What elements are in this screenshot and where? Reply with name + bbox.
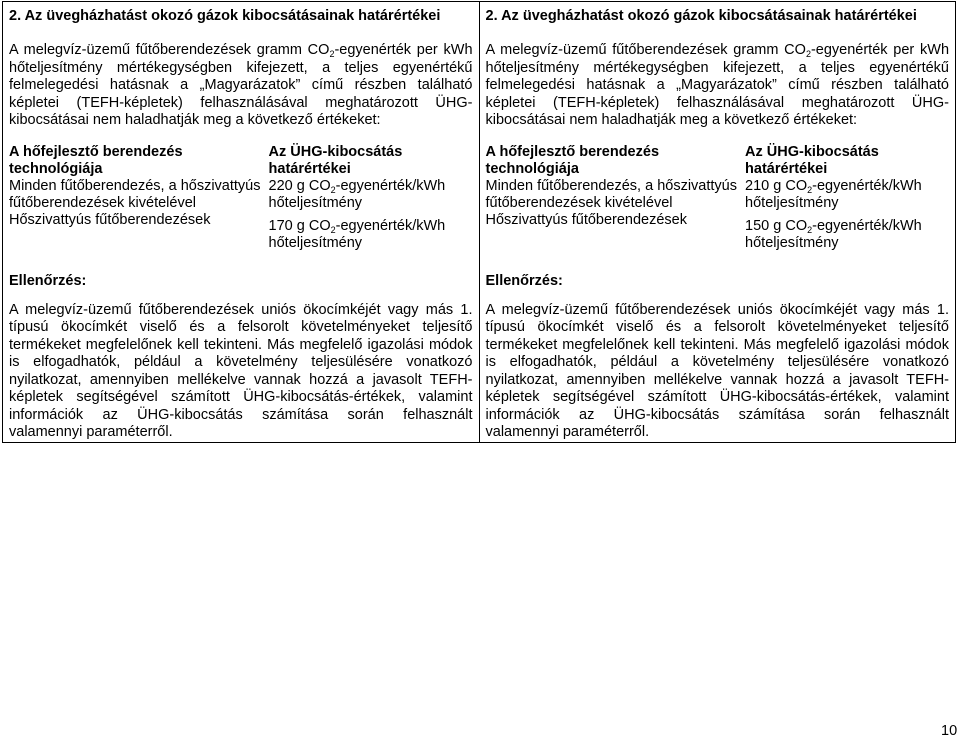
left-heading: 2. Az üvegházhatást okozó gázok kibocsátásainak határértékei bbox=[9, 8, 441, 24]
left-row1-value-pre: 220 g CO bbox=[268, 177, 331, 194]
right-row2-value-pre: 150 g CO bbox=[745, 217, 808, 234]
left-row1-technology: Minden fűtőberendezés, a hőszivattyús fűtőberendezések kivételével bbox=[9, 177, 261, 211]
right-intro bbox=[486, 42, 950, 130]
left-row1-value bbox=[269, 178, 473, 212]
left-intro bbox=[9, 42, 473, 130]
left-row1-value-post: -egyenérték/kWh hőteljesítmény bbox=[268, 177, 446, 211]
right-header-technology: A hőfejlesztő berendezés technológiája bbox=[485, 143, 660, 177]
left-row2-value-post: -egyenérték/kWh hőteljesítmény bbox=[268, 217, 446, 251]
left-row2-value-pre: 170 g CO bbox=[268, 217, 331, 234]
right-row2-value bbox=[745, 212, 949, 252]
left-limits-table bbox=[9, 144, 473, 252]
left-row2-value bbox=[269, 212, 473, 252]
right-row1-value-post: -egyenérték/kWh hőteljesítmény bbox=[745, 177, 922, 211]
left-column bbox=[3, 2, 480, 443]
left-header-limit: Az ÜHG-kibocsátás határértékei bbox=[268, 143, 403, 177]
right-row2-technology: Hőszivattyús fűtőberendezések bbox=[485, 211, 687, 228]
right-check-text: A melegvíz-üzemű fűtőberendezések uniós ökocímkéjét vagy más 1. típusú ökocímkét viselő és a felsorolt követelményeket teljesítő termékeket megfelelőnek kell tekinteni. Más megfelelő igazolási módok is elfogadhatók, például a követelmény teljesülésére vonatkozó nyilatkozat, amennyiben mellékelve vannak hozzá a javasolt TEFH-képletek segítségével számított ÜHG-kibocsátás-értékek, valamint információk az ÜHG-kibocsátás számítása során felhasznált valamennyi paraméterről. bbox=[485, 301, 949, 440]
left-check-title: Ellenőrzés: bbox=[9, 272, 87, 289]
right-row2-value-sub: 2 bbox=[807, 224, 813, 235]
left-header-technology: A hőfejlesztő berendezés technológiája bbox=[9, 143, 183, 177]
right-limits-table bbox=[486, 144, 950, 252]
right-row1-value bbox=[745, 178, 949, 212]
right-intro-part1: A melegvíz-üzemű fűtőberendezések gramm CO bbox=[485, 42, 806, 58]
left-intro-part1: A melegvíz-üzemű fűtőberendezések gramm CO bbox=[9, 42, 330, 58]
right-row1-value-sub: 2 bbox=[807, 184, 813, 195]
comparison-table bbox=[2, 1, 956, 443]
right-header-limit: Az ÜHG-kibocsátás határértékei bbox=[745, 143, 879, 177]
left-row1-value-sub: 2 bbox=[330, 184, 336, 195]
right-row1-technology: Minden fűtőberendezés, a hőszivattyús fűtőberendezések kivételével bbox=[485, 177, 737, 211]
right-intro-part2: -egyenérték per kWh hőteljesítmény mértékegységben kifejezett, a teljes egyenértékű felmelegedési hatásnak a „Magyarázatok” című részben található képletei (TEFH-képletek) felhasználásával meghatározott ÜHG-kibocsátásai nem haladhatják meg a következő értékeket: bbox=[485, 42, 950, 128]
right-heading: 2. Az üvegházhatást okozó gázok kibocsátásainak határértékei bbox=[485, 8, 917, 24]
page-number: 10 bbox=[941, 723, 958, 739]
left-row2-value-sub: 2 bbox=[330, 224, 336, 235]
right-column bbox=[479, 2, 956, 443]
left-row2-technology: Hőszivattyús fűtőberendezések bbox=[9, 211, 211, 228]
right-check-title: Ellenőrzés: bbox=[485, 272, 563, 289]
left-check-text: A melegvíz-üzemű fűtőberendezések uniós ökocímkéjét vagy más 1. típusú ökocímkét viselő és a felsorolt követelményeket teljesítő termékeket megfelelőnek kell tekinteni. Más megfelelő igazolási módok is elfogadhatók, például a követelmény teljesülésére vonatkozó nyilatkozat, amennyiben mellékelve vannak hozzá a javasolt TEFH-képletek segítségével számított ÜHG-kibocsátás-értékek, valamint információk az ÜHG-kibocsátás számítása során felhasznált valamennyi paraméterről. bbox=[9, 301, 473, 440]
left-intro-subscript: 2 bbox=[329, 49, 335, 59]
left-intro-part2: -egyenérték per kWh hőteljesítmény mértékegységben kifejezett, a teljes egyenértékű felmelegedési hatásnak a „Magyarázatok” című részben található képletei (TEFH-képletek) felhasználásával meghatározott ÜHG-kibocsátásai nem haladhatják meg a következő értékeket: bbox=[9, 42, 473, 128]
right-row1-value-pre: 210 g CO bbox=[745, 177, 808, 194]
right-row2-value-post: -egyenérték/kWh hőteljesítmény bbox=[745, 217, 922, 251]
right-intro-subscript: 2 bbox=[805, 49, 811, 59]
